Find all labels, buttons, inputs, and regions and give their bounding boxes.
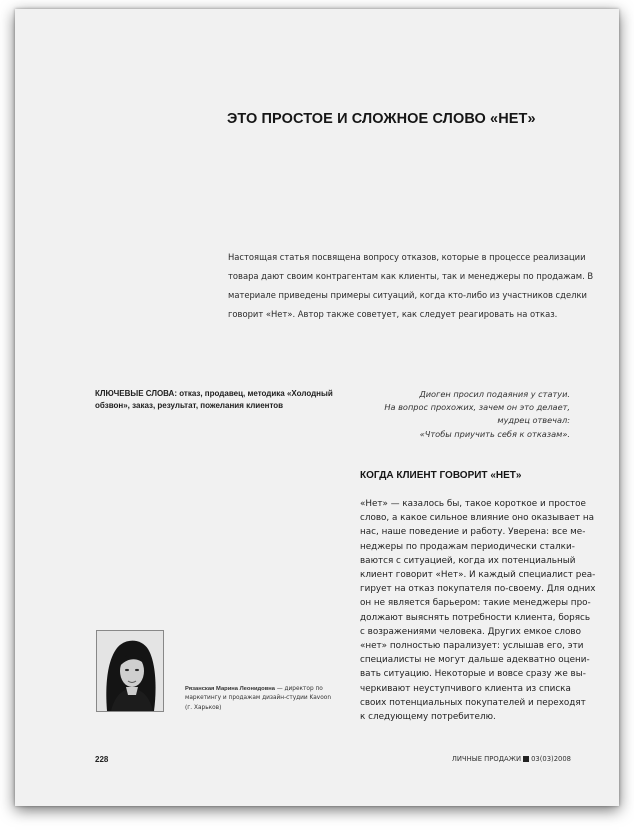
- author-portrait-image: [97, 631, 163, 711]
- body-line: слово, а какое сильное влияние оно оказывает на: [360, 513, 595, 524]
- body-line: гирует на отказ покупателя по-своему. Для одних: [360, 584, 596, 595]
- section-heading: КОГДА КЛИЕНТ ГОВОРИТ «НЕТ»: [360, 470, 522, 481]
- issue-number: 03(03)2008: [531, 755, 571, 763]
- body-line: своих потенциальных покупателей и переходят: [360, 697, 586, 708]
- body-line: ваются с ситуацией, когда их потенциальный: [360, 555, 576, 566]
- body-line: с возражениями человека. Других емкое слово: [360, 626, 581, 637]
- body-text: [360, 497, 610, 724]
- author-name: Рязанская Марина Леонидовна: [185, 686, 276, 692]
- author-info: [185, 685, 335, 713]
- body-line: должают выяснять потребности клиента, борясь: [360, 612, 591, 623]
- square-icon: [523, 756, 529, 762]
- article-abstract: Настоящая статья посвящена вопросу отказов, которые в процессе реализации товара дают своим контрагентам как клиенты, так и менеджеры по продажам. В материале приведены примеры ситуаций, когда кто-либо из участников сделки говорит «Нет». Автор также советует, как следует реагировать на отказ.: [228, 252, 594, 319]
- epigraph-line: Диоген просил подаяния у статуи.: [419, 389, 570, 399]
- magazine-name: ЛИЧНЫЕ ПРОДАЖИ: [451, 755, 522, 763]
- body-line: «нет» полностью парализует: услышав его, эти: [360, 641, 584, 652]
- body-line: «Нет» — казалось бы, такое короткое и простое: [360, 499, 586, 509]
- footer-issue: [452, 755, 571, 763]
- body-line: вать ситуацию. Некоторые и вовсе сразу же вы-: [360, 669, 586, 680]
- author-description: — директор по маркетингу и продажам дизайн-студии Kavoon (г. Харьков): [185, 686, 331, 711]
- keywords: КЛЮЧЕВЫЕ СЛОВА: отказ, продавец, методика «Холодный обзвон», заказ, результат, пожелания клиентов: [95, 389, 333, 410]
- body-line: к следующему потребителю.: [360, 712, 496, 723]
- body-line: он не является барьером: такие менеджеры про-: [360, 598, 591, 609]
- author-photo: [96, 630, 164, 712]
- epigraph: [310, 388, 570, 441]
- page-number: 228: [95, 755, 109, 764]
- epigraph-line: На вопрос прохожих, зачем он это делает,: [384, 402, 570, 413]
- body-line: специалисты не могут дальше адекватно оцени-: [360, 655, 590, 666]
- epigraph-line: «Чтобы приучить себя к отказам».: [419, 428, 570, 439]
- epigraph-line: мудрец отвечал:: [497, 415, 570, 426]
- article-title: ЭТО ПРОСТОЕ И СЛОЖНОЕ СЛОВО «НЕТ»: [227, 111, 536, 127]
- body-line: черкивают неуступчивого клиента из списка: [360, 683, 571, 694]
- magazine-page: [15, 9, 619, 806]
- body-line: клиент говорит «Нет». И каждый специалист реа-: [360, 570, 596, 581]
- body-line: неджеры по продажам периодически сталки-: [360, 541, 575, 552]
- body-line: нас, наше поведение и работу. Уверена: все ме-: [360, 527, 586, 538]
